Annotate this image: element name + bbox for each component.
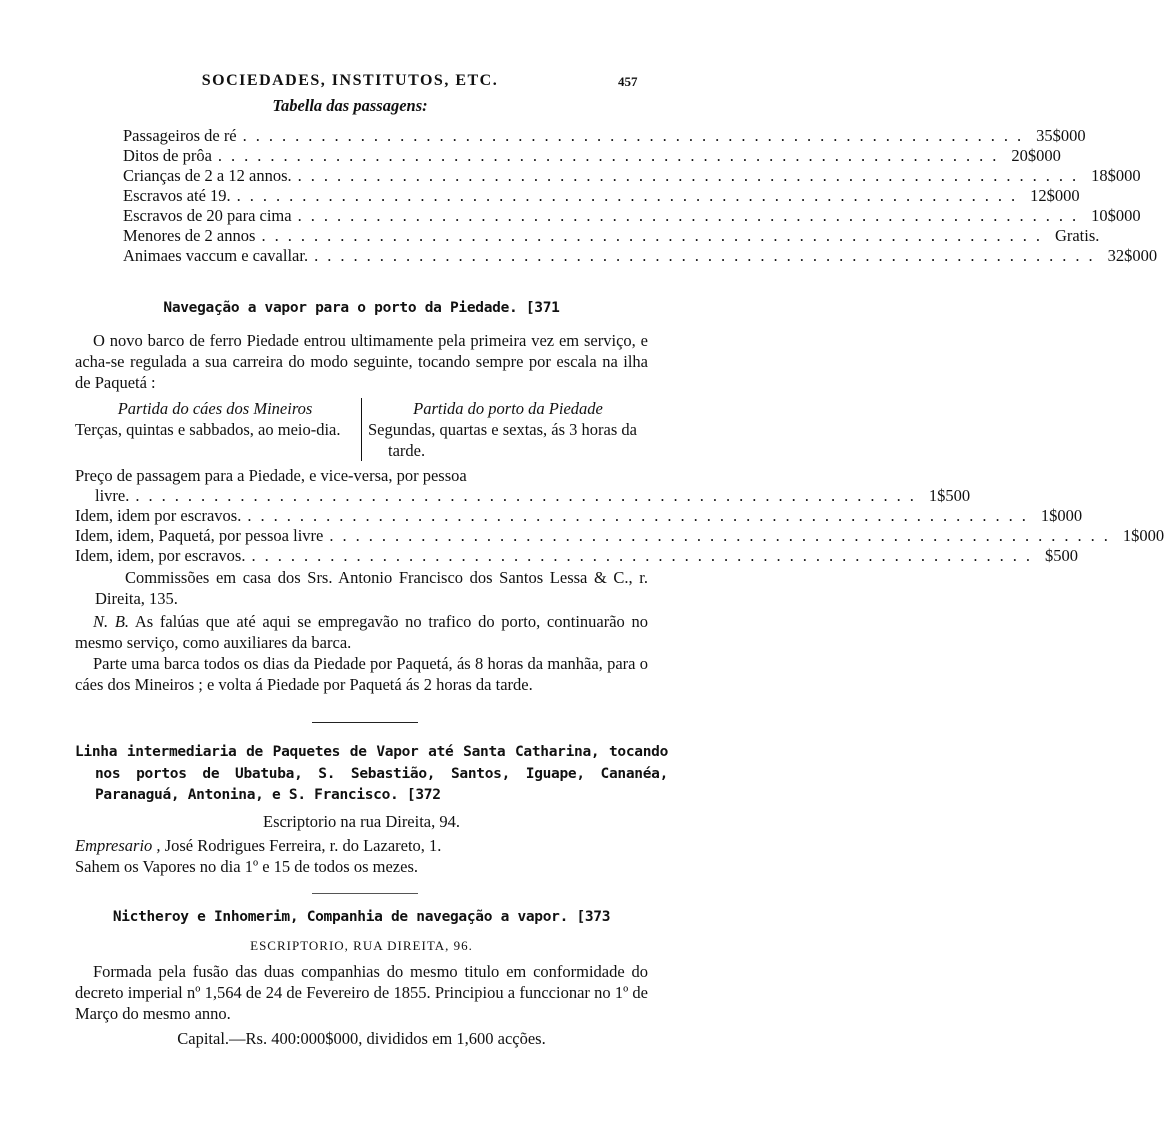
page-number: 457	[618, 74, 638, 89]
dot-leader: ............................................................	[247, 506, 1035, 525]
table-row	[123, 126, 1086, 146]
table-row	[75, 486, 971, 506]
table-row	[75, 526, 1164, 546]
running-header: SOCIEDADES, INSTITUTOS, ETC.	[201, 72, 499, 89]
row-label: Idem, idem por escravos.	[75, 506, 242, 525]
table-row	[123, 226, 1100, 246]
schedule-text: Parte uma barca todos os dias da Piedade por Paquetá, ás 8 horas da manhãa, para o cáes dos Mineiros ; e volta á Piedade por Paquetá ás 2 horas da tarde.	[75, 654, 648, 694]
row-value: $500	[1044, 546, 1078, 565]
section-divider	[312, 722, 418, 723]
row-label: Menores de 2 annos	[123, 226, 256, 245]
linha-empresario	[75, 835, 648, 856]
row-value: 1$000	[1122, 526, 1164, 545]
table-row	[75, 546, 1078, 566]
section-heading-nictheroy: Nictheroy e Inhomerim, Companhia de navegação a vapor. [373	[112, 909, 611, 925]
commissions-text: Commissões em casa dos Srs. Antonio Francisco dos Santos Lessa & C., r. Direita, 135.	[95, 568, 648, 608]
column-heading: Partida do porto da Piedade	[413, 399, 603, 418]
empresario-label: Empresario ,	[75, 836, 161, 855]
dot-leader: ............................................................	[297, 206, 1086, 225]
row-value: 20$000	[1011, 146, 1061, 165]
row-value: 35$000	[1036, 126, 1086, 145]
linha-departures: Sahem os Vapores no dia 1º e 15 de todos os mezes.	[75, 857, 419, 876]
row-value: 12$000	[1030, 186, 1080, 205]
table-row	[123, 146, 1061, 166]
dot-leader: ............................................................	[217, 146, 1006, 165]
table-row	[123, 166, 1141, 186]
table-row	[123, 206, 1141, 226]
nb-text: As falúas que até aqui se empregavão no trafico do porto, continuarão no mesmo serviço, como auxiliares da barca.	[75, 612, 648, 652]
departure-column-piedade	[362, 398, 648, 461]
fares-table	[123, 126, 1158, 266]
section-divider	[312, 893, 418, 894]
section-heading-linha: Linha intermediaria de Paquetes de Vapor até Santa Catharina, tocando nos portos de Ubatuba, S. Sebastião, Santos, Iguape, Cananéa, Paranaguá, Antonina, e S. Francisco. [372	[75, 744, 668, 803]
dot-leader: ............................................................	[329, 526, 1117, 545]
row-value: 32$000	[1107, 246, 1158, 265]
section-heading-piedade: Navegação a vapor para o porto da Piedade. [371	[163, 300, 560, 316]
column-text: Segundas, quartas e sextas, ás 3 horas da tarde.	[368, 420, 637, 460]
column-heading: Partida do cáes dos Mineiros	[117, 399, 313, 418]
dot-leader: ............................................................	[297, 166, 1086, 185]
dot-leader: ............................................................	[261, 226, 1049, 245]
row-label: Crianças de 2 a 12 annos.	[123, 166, 292, 185]
departure-column-mineiros	[75, 398, 362, 461]
nictheroy-text: Formada pela fusão das duas companhias do mesmo titulo em conformidade do decreto imperial nº 1,564 de 24 de Fevereiro de 1855. Principiou a funccionar no 1º de Março do mesmo anno.	[75, 962, 648, 1023]
row-label: livre.	[95, 486, 130, 505]
row-value: 10$000	[1091, 206, 1141, 225]
dot-leader: ............................................................	[135, 486, 923, 505]
empresario-name: José Rodrigues Ferreira, r. do Lazareto, 1.	[164, 836, 442, 855]
piedade-intro: O novo barco de ferro Piedade entrou ultimamente pela primeira vez em serviço, e acha-se regulada a sua carreira do modo seguinte, tocando sempre por escala na ilha de Paquetá :	[75, 331, 648, 392]
row-value: 1$000	[1040, 506, 1083, 525]
row-label: Passageiros de ré	[123, 126, 237, 145]
nictheroy-office: ESCRIPTORIO, RUA DIREITA, 96.	[250, 938, 473, 953]
price-intro: Preço de passagem para a Piedade, e vice-versa, por pessoa	[75, 466, 467, 485]
row-value: Gratis.	[1054, 226, 1100, 245]
dot-leader: ............................................................	[314, 246, 1102, 265]
table-row	[123, 246, 1158, 266]
row-label: Idem, idem, por escravos.	[75, 546, 246, 565]
dot-leader: ............................................................	[251, 546, 1039, 565]
dot-leader: ............................................................	[242, 126, 1031, 145]
row-value: 1$500	[928, 486, 971, 505]
row-label: Ditos de prôa	[123, 146, 212, 165]
linha-office: Escriptorio na rua Direita, 94.	[262, 812, 461, 831]
table-row	[123, 186, 1080, 206]
row-label: Idem, idem, Paquetá, por pessoa livre	[75, 526, 324, 545]
row-value: 18$000	[1091, 166, 1141, 185]
column-text: Terças, quintas e sabbados, ao meio-dia.	[75, 420, 341, 439]
price-table	[75, 466, 1164, 566]
departure-columns	[75, 398, 648, 461]
row-label: Escravos até 19.	[123, 186, 231, 205]
nictheroy-capital: Capital.—Rs. 400:000$000, divididos em 1,600 acções.	[177, 1029, 546, 1048]
row-label: Escravos de 20 para cima	[123, 206, 292, 225]
nb-label: N. B.	[93, 612, 130, 631]
nb-note	[75, 611, 648, 653]
dot-leader: ............................................................	[236, 186, 1025, 205]
table-row	[75, 506, 1083, 526]
row-label: Animaes vaccum e cavallar.	[123, 246, 309, 265]
fares-title: Tabella das passagens:	[272, 96, 428, 115]
